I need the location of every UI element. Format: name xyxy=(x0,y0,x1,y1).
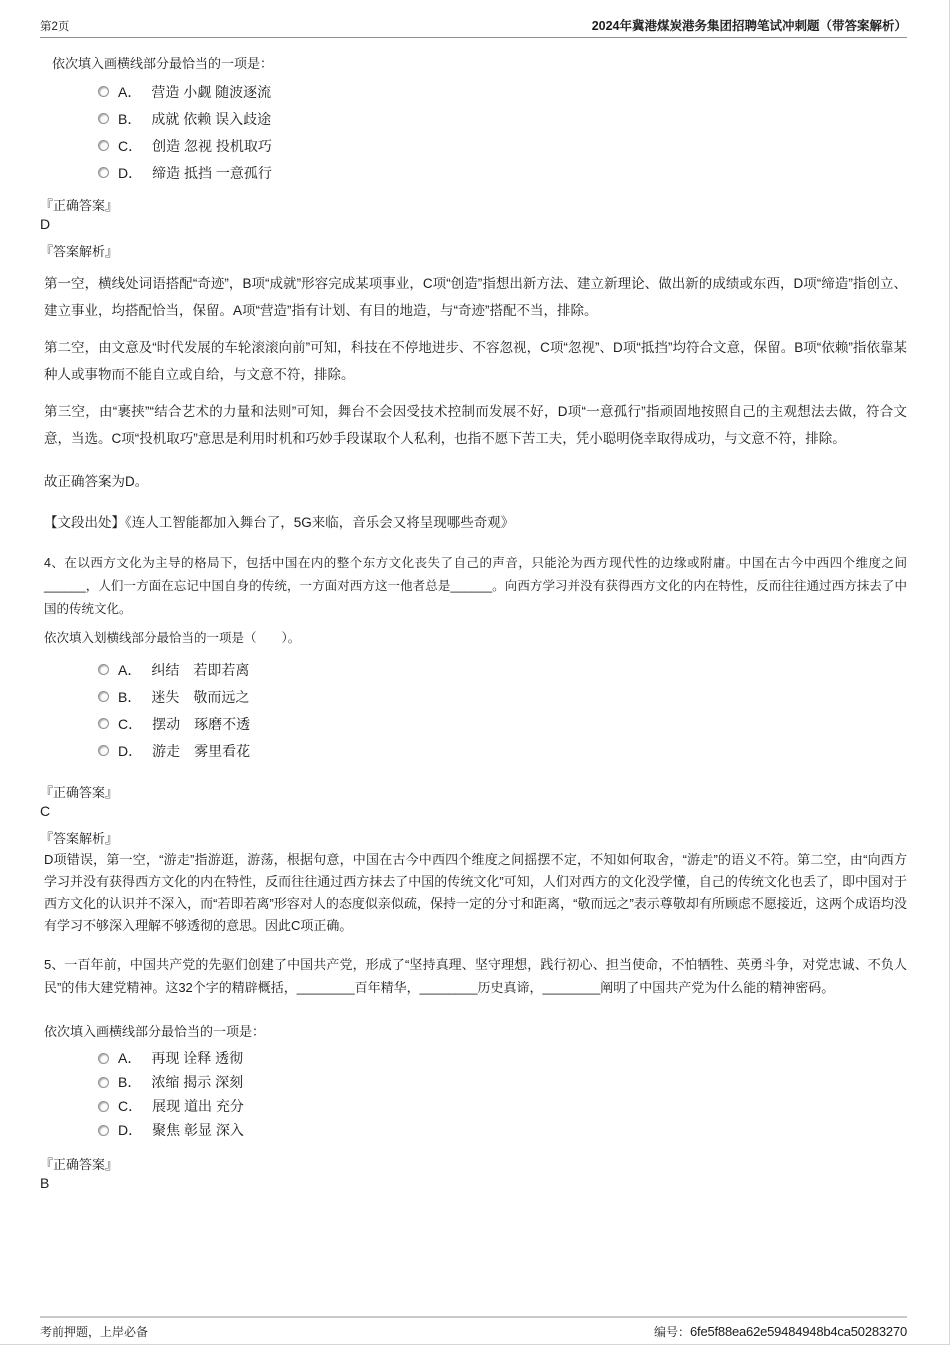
option-row-a[interactable] xyxy=(98,656,907,683)
option-letter: D． xyxy=(118,1122,143,1138)
footer-code: 6fe5f88ea62e59484948b4ca50283270 xyxy=(690,1324,907,1339)
footer-code-label: 编号： xyxy=(653,1325,690,1339)
radio-button[interactable] xyxy=(98,1077,109,1088)
option-row-c[interactable] xyxy=(98,710,907,737)
option-row-d[interactable] xyxy=(98,159,907,186)
radio-button[interactable] xyxy=(98,113,109,124)
option-letter: C． xyxy=(118,715,143,732)
analysis-paragraph: 第三空，由“裹挟”“结合艺术的力量和法则”可知，舞台不会因受技术控制而发展不好，D项“一意孤行”指顽固地按照自己的主观想法去做，符合文意，当选。C项“投机取巧”意思是利用时机和巧妙手段谋取个人私利，也指不愿下苦工夫，凭小聪明侥幸取得成功，与文意不符，排除。 xyxy=(44,404,907,446)
question-stem: 4、在以西方文化为主导的格局下，包括中国在内的整个东方文化丧失了自己的声音，只能沦为西方现代性的边缘或附庸。中国在古今中西四个维度之间______，人们一方面在忘记中国自身的传统，一方面对西方这一他者总是______。向西方学习并没有获得西方文化的内在特性，反而往往通过西方抹去了中国的传统文化。 xyxy=(44,556,907,616)
page-number: 第2页 xyxy=(40,21,70,33)
option-row-a[interactable] xyxy=(98,78,907,105)
question-prompt: 依次填入划横线部分最恰当的一项是（ ）。 xyxy=(44,631,301,645)
option-text: 聚焦 彰显 深入 xyxy=(152,1122,244,1138)
option-letter: B． xyxy=(118,688,142,705)
option-text: 纠结 若即若离 xyxy=(151,661,250,678)
correct-answer-value: B xyxy=(40,1175,50,1191)
page-footer xyxy=(40,1316,907,1340)
question-stem: 5、一百年前，中国共产党的先驱们创建了中国共产党，形成了“坚持真理、坚守理想，践行初心、担当使命，不怕牺牲、英勇斗争，对党忠诚、不负人民”的伟大建党精神。这32个字的精辟概括，________百年精华，________历史真谛，________阐明了中国共产党为什么能的精神密码。 xyxy=(44,957,907,995)
document-title: 2024年冀港煤炭港务集团招聘笔试冲刺题（带答案解析） xyxy=(591,19,907,33)
question-prompt: 依次填入画横线部分最恰当的一项是： xyxy=(44,1024,266,1039)
option-letter: B． xyxy=(118,110,142,127)
option-row-d[interactable] xyxy=(98,1118,907,1142)
correct-answer-label: 『正确答案』 xyxy=(40,198,119,213)
correct-answer-label: 『正确答案』 xyxy=(40,785,119,800)
options-list xyxy=(98,78,907,186)
option-text: 展现 道出 充分 xyxy=(152,1098,244,1114)
radio-button[interactable] xyxy=(98,167,109,178)
footer-code-wrap xyxy=(654,1323,907,1340)
radio-button[interactable] xyxy=(98,691,109,702)
option-letter: D． xyxy=(118,742,143,759)
conclusion-paragraph: 故正确答案为D。 xyxy=(44,474,149,489)
correct-answer-value: D xyxy=(40,216,51,232)
correct-answer-value: C xyxy=(40,803,51,819)
option-text: 游走 雾里看花 xyxy=(152,742,251,759)
option-row-b[interactable] xyxy=(98,1070,907,1094)
option-row-c[interactable] xyxy=(98,132,907,159)
option-text: 摆动 琢磨不透 xyxy=(152,715,251,732)
analysis-paragraph: D项错误，第一空，“游走”指游逛，游荡，根据句意，中国在古今中西四个维度之间摇摆不定，不知如何取舍，“游走”的语义不符。第二空，由“向西方学习并没有获得西方文化的内在特性，反而往往通过西方抹去了中国的传统文化”可知，人们对西方的文化没学懂，自己的传统文化也丢了，即中国对于西方文化的认识并不深入，而“若即若离”形容对人的态度似亲似疏，保持一定的分寸和距离，“敬而远之”表示尊敬却有所顾虑不愿接近，这两个成语均没有学习不够深入理解不够透彻的意思。因此C项正确。 xyxy=(44,852,907,933)
document-content xyxy=(40,38,907,1194)
option-row-b[interactable] xyxy=(98,105,907,132)
footer-slogan: 考前押题，上岸必备 xyxy=(40,1325,149,1339)
option-row-d[interactable] xyxy=(98,737,907,764)
question-section-3 xyxy=(40,53,907,536)
source-paragraph: 【文段出处】《连人工智能都加入舞台了，5G来临，音乐会又将呈现哪些奇观》 xyxy=(44,515,515,530)
option-letter: C． xyxy=(118,1098,143,1114)
question-section-4 xyxy=(40,552,907,937)
option-letter: D． xyxy=(118,164,143,181)
question-prompt: 依次填入画横线部分最恰当的一项是： xyxy=(52,56,274,71)
analysis-paragraph: 第二空，由文意及“时代发展的车轮滚滚向前”可知，科技在不停地进步、不容忽视，C项“忽视”、D项“抵挡”均符合文意，保留。B项“依赖”指依靠某种人或事物而不能自立或自给，与文意不符，排除。 xyxy=(44,340,907,382)
question-section-5 xyxy=(40,953,907,1191)
option-text: 营造 小觑 随波逐流 xyxy=(151,83,272,100)
option-letter: A． xyxy=(118,1050,142,1066)
analysis-label: 『答案解析』 xyxy=(40,244,119,259)
option-text: 迷失 敬而远之 xyxy=(151,688,250,705)
option-text: 成就 依赖 误入歧途 xyxy=(151,110,272,127)
radio-button[interactable] xyxy=(98,1053,109,1064)
option-text: 创造 忽视 投机取巧 xyxy=(152,137,272,154)
options-list xyxy=(98,1046,907,1142)
radio-button[interactable] xyxy=(98,664,109,675)
option-letter: A． xyxy=(118,83,142,100)
radio-button[interactable] xyxy=(98,140,109,151)
option-row-a[interactable] xyxy=(98,1046,907,1070)
option-row-b[interactable] xyxy=(98,683,907,710)
option-text: 浓缩 揭示 深刻 xyxy=(151,1074,244,1090)
option-row-c[interactable] xyxy=(98,1094,907,1118)
options-list xyxy=(98,656,907,764)
option-letter: B． xyxy=(118,1074,142,1090)
option-letter: C． xyxy=(118,137,143,154)
analysis-paragraph: 第一空，横线处词语搭配“奇迹”，B项“成就”形容完成某项事业，C项“创造”指想出新方法、建立新理论、做出新的成绩或东西，D项“缔造”指创立、建立事业，均搭配恰当，保留。A项“营造”指有计划、有目的地造，与“奇迹”搭配不当，排除。 xyxy=(44,276,907,318)
radio-button[interactable] xyxy=(98,86,109,97)
option-letter: A． xyxy=(118,661,142,678)
option-text: 缔造 抵挡 一意孤行 xyxy=(152,164,272,181)
radio-button[interactable] xyxy=(98,1101,109,1112)
radio-button[interactable] xyxy=(98,718,109,729)
radio-button[interactable] xyxy=(98,745,109,756)
analysis-label: 『答案解析』 xyxy=(40,831,119,846)
radio-button[interactable] xyxy=(98,1125,109,1136)
option-text: 再现 诠释 透彻 xyxy=(151,1050,244,1066)
page-header xyxy=(40,0,907,38)
correct-answer-label: 『正确答案』 xyxy=(40,1157,119,1172)
